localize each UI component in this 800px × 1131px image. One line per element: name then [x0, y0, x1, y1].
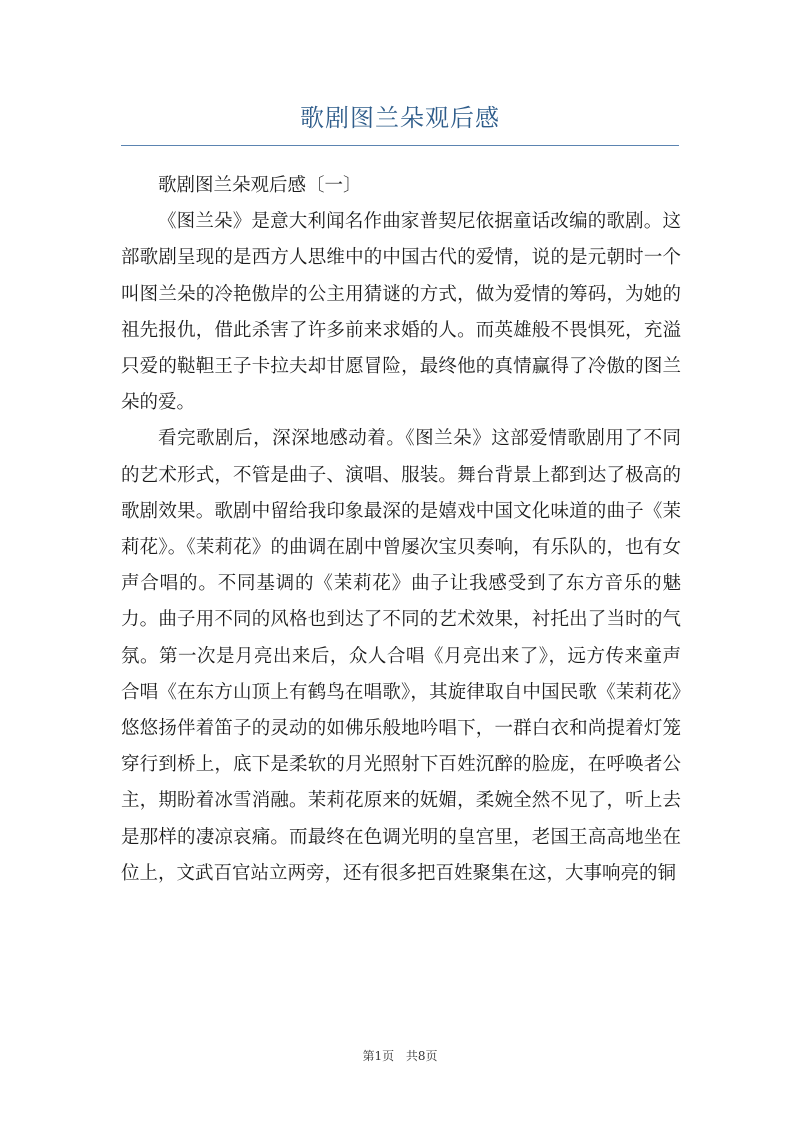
paragraph-2: 看完歌剧后，深深地感动着。《图兰朵》这部爱情歌剧用了不同的艺术形式，不管是曲子、演唱、服装。舞台背景上都到达了极高的歌剧效果。歌剧中留给我印象最深的是嬉戏中国文化味道的曲子《茉莉花》。《茉莉花》的曲调在剧中曾屡次宝贝奏响，有乐队的，也有女声合唱的。不同基调的《茉莉花》曲子让我感受到了东方音乐的魅力。曲子用不同的风格也到达了不同的艺术效果，衬托出了当时的气氛。第一次是月亮出来后，众人合唱《月亮出来了》，远方传来童声合唱《在东方山顶上有鹤鸟在唱歌》，其旋律取自中国民歌《茉莉花》悠悠扬伴着笛子的灵动的如佛乐般地吟唱下，一群白衣和尚提着灯笼穿行到桥上，底下是柔软的月光照射下百姓沉醉的脸庞，在呼唤者公主，期盼着冰雪消融。茉莉花原来的妩媚，柔婉全然不见了，听上去是那样的凄凉哀痛。而最终在色调光明的皇宫里，老国王高高地坐在位上，文武百官站立两旁，还有很多把百姓聚集在这，大事响亮的铜	[121, 428, 681, 884]
paragraph-1: 《图兰朵》是意大利闻名作曲家普契尼依据童话改编的歌剧。这部歌剧呈现的是西方人思维中的中国古代的爱情，说的是元朝时一个叫图兰朵的冷艳傲岸的公主用猜谜的方式，做为爱情的筹码，为她的祖先报仇，借此杀害了许多前来求婚的人。而英雄般不畏惧死，充溢只爱的鞑靼王子卡拉夫却甘愿冒险，最终他的真情赢得了冷傲的图兰朵的爱。	[121, 211, 681, 414]
document-title: 歌剧图兰朵观后感	[300, 104, 500, 132]
page-number: 第1页	[362, 1049, 395, 1063]
section-heading: 歌剧图兰朵观后感〔一〕	[158, 175, 362, 196]
page-footer	[0, 1046, 800, 1066]
document-body	[121, 168, 681, 892]
title-underline	[121, 145, 679, 146]
page-total: 共8页	[405, 1049, 438, 1063]
